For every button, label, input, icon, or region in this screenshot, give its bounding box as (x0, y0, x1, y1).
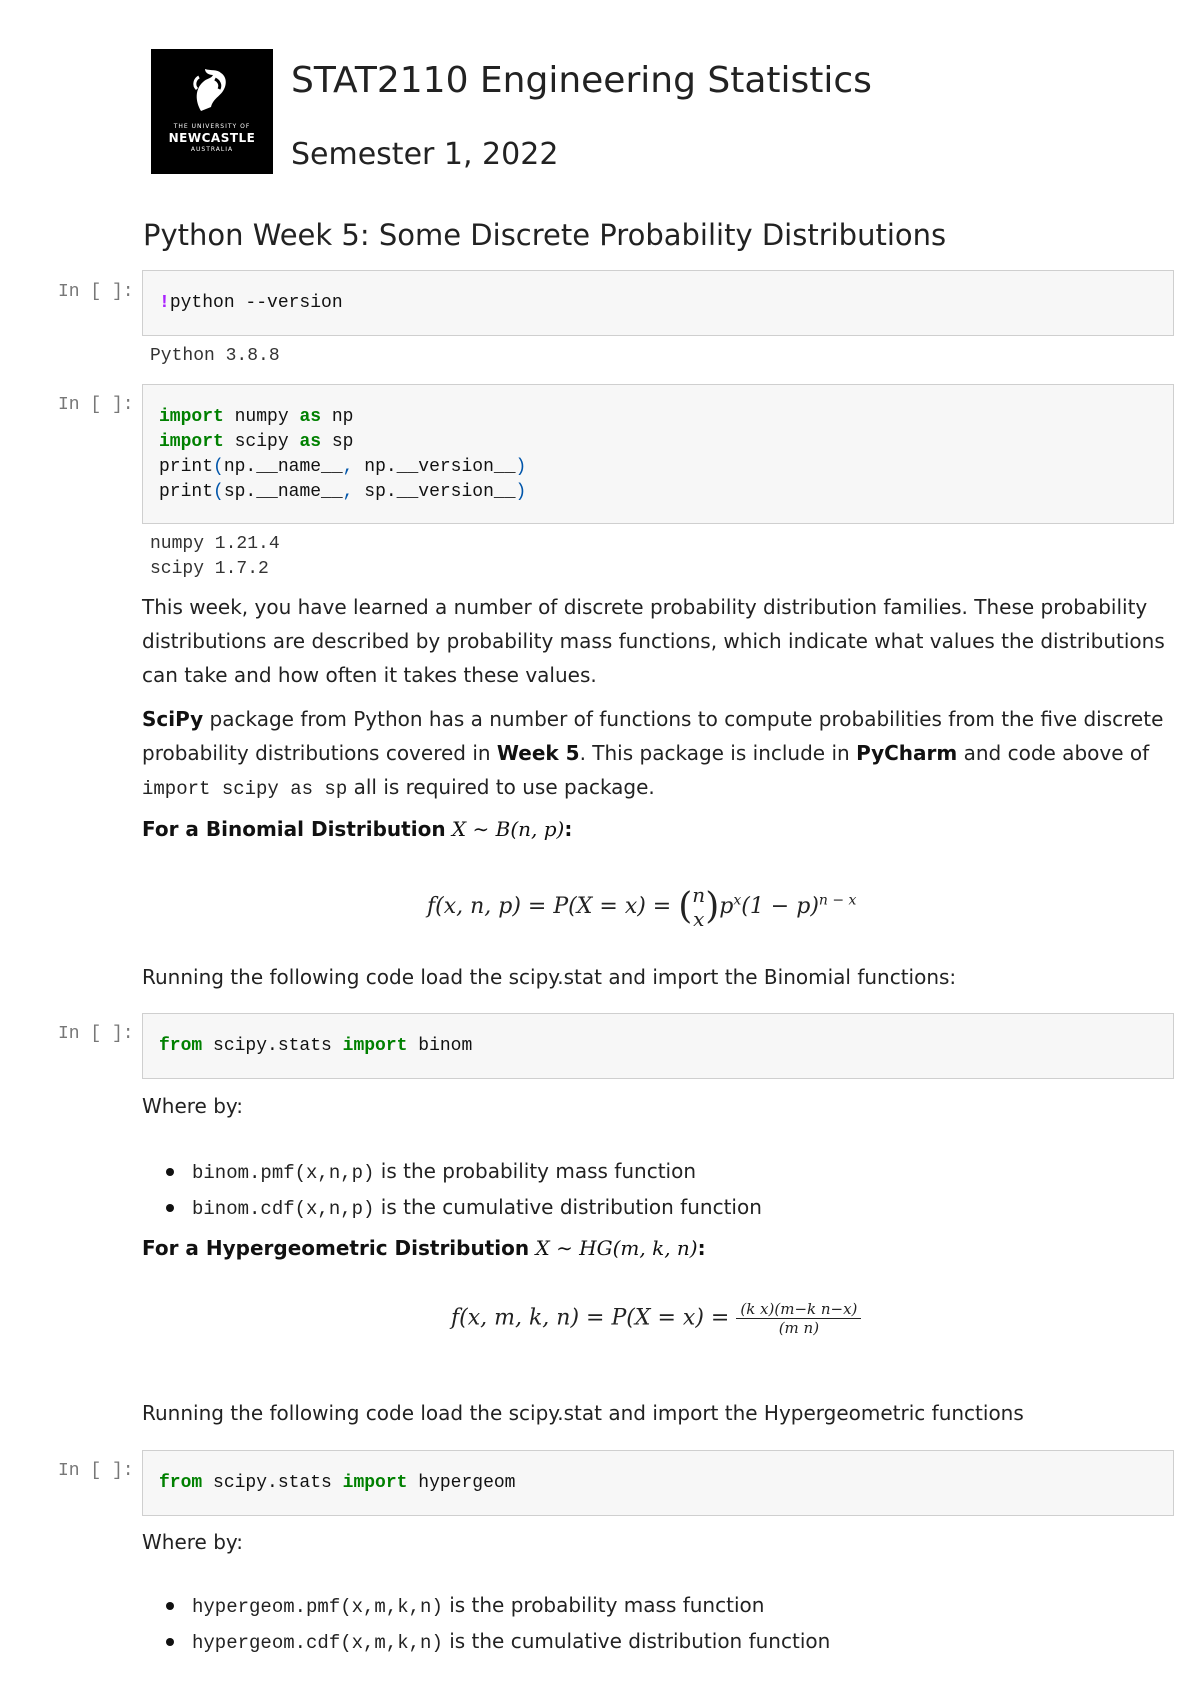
horse-emblem-icon (151, 49, 273, 119)
scipy-bold: SciPy (142, 707, 204, 731)
bullet-code: binom.pmf(x,n,p) (192, 1162, 375, 1184)
binom-exp1: x (733, 892, 742, 909)
bullet-code: binom.cdf(x,n,p) (192, 1198, 375, 1220)
week5-bold: Week 5 (496, 741, 580, 765)
binomial-bullet-list (160, 1154, 762, 1226)
binom-bottom: x (693, 907, 705, 931)
logo-line1: THE UNIVERSITY OF (173, 123, 251, 130)
binomial-heading-math: X ∼ B(n, p) (451, 817, 565, 841)
cell-prompt: In [ ]: (58, 395, 134, 415)
cell-prompt: In [ ]: (58, 1024, 134, 1044)
code-cell[interactable] (142, 384, 1174, 524)
binomial-running-text: Running the following code load the scipy.stat and import the Binomial functions: (142, 965, 957, 989)
hypergeometric-fraction (736, 1300, 861, 1337)
bullet-text: is the probability mass function (442, 1593, 765, 1617)
university-logo (151, 49, 273, 174)
hypergeometric-heading-math: X ∼ HG(m, k, n) (535, 1236, 698, 1260)
scipy-text-2: . This package is include in (579, 741, 857, 765)
week-title: Python Week 5: Some Discrete Probability Distributions (143, 218, 947, 252)
code-cell[interactable] (142, 1013, 1174, 1079)
code-line: from scipy.stats import hypergeom (159, 1473, 516, 1493)
code-line: from scipy.stats import binom (159, 1036, 473, 1056)
binom-top: n (692, 883, 706, 907)
hypergeometric-where-by: Where by: (142, 1530, 244, 1554)
inline-code: import scipy as sp (142, 778, 348, 800)
binomial-heading-colon: : (564, 817, 573, 841)
binom-exp2: n − x (818, 892, 857, 909)
hypergeometric-heading-text: For a Hypergeometric Distribution (142, 1236, 530, 1260)
hypergeometric-running-text: Running the following code load the scipy.stat and import the Hypergeometric functions (142, 1401, 1024, 1425)
cell-output: numpy 1.21.4 scipy 1.7.2 (150, 534, 280, 579)
binomial-where-by: Where by: (142, 1094, 244, 1118)
scipy-text-3: and code above of (957, 741, 1150, 765)
binom-p: p (719, 894, 734, 919)
list-item (160, 1190, 762, 1226)
binomial-coefficient (692, 883, 705, 931)
scipy-paragraph (142, 702, 1182, 806)
list-item (160, 1588, 830, 1624)
code-line: import numpy as np import scipy as sp print(np.__name__, np.__version__) print(sp.__name__, sp.__version__) (159, 407, 527, 502)
cell-output: Python 3.8.8 (150, 346, 280, 366)
course-title: STAT2110 Engineering Statistics (291, 60, 872, 101)
intro-paragraph: This week, you have learned a number of discrete probability distribution families. These probability distributions are described by probability mass functions, which indicate what values the distributions can take and how often it takes these values. (142, 595, 1165, 687)
hypergeometric-heading-colon: : (697, 1236, 706, 1260)
bullet-text: is the cumulative distribution function (442, 1629, 831, 1653)
binomial-formula: f(x, n, p) = P(X = x) = (n $x)p^x(1 - p)^{n - x}$ (427, 883, 857, 931)
cell-prompt: In [ ]: (58, 282, 134, 302)
binom-tail: (1 − p) (741, 894, 819, 919)
hypergeometric-heading (142, 1236, 706, 1260)
logo-line2: NEWCASTLE (168, 131, 256, 145)
list-item (160, 1154, 762, 1190)
pycharm-bold: PyCharm (856, 741, 958, 765)
logo-line3: AUSTRALIA (190, 146, 234, 153)
bullet-text: is the probability mass function (374, 1159, 697, 1183)
code-line: !python --version (159, 293, 343, 313)
code-cell[interactable] (142, 270, 1174, 336)
hypergeometric-bullet-list (160, 1588, 830, 1660)
semester-label: Semester 1, 2022 (291, 137, 559, 172)
bullet-code: hypergeom.cdf(x,m,k,n) (192, 1632, 443, 1654)
bullet-code: hypergeom.pmf(x,m,k,n) (192, 1596, 443, 1618)
scipy-text-4: all is required to use package. (347, 775, 655, 799)
bullet-text: is the cumulative distribution function (374, 1195, 762, 1219)
scipy-text-1: package from Python has a number of functions to compute probabilities from the five discrete probability distributions covered in (142, 707, 1164, 765)
binomial-formula-lhs: f(x, n, p) = P(X = x) = (427, 894, 672, 919)
code-cell[interactable] (142, 1450, 1174, 1516)
fraction-denominator: (m n) (778, 1319, 820, 1337)
fraction-numerator: (k x)(m−k n−x) (736, 1300, 861, 1319)
hypergeometric-formula (451, 1300, 861, 1337)
cell-prompt: In [ ]: (58, 1461, 134, 1481)
hypergeometric-formula-lhs: f(x, m, k, n) = P(X = x) = (451, 1305, 730, 1331)
binomial-heading (142, 817, 572, 841)
list-item (160, 1624, 830, 1660)
binomial-heading-text: For a Binomial Distribution (142, 817, 446, 841)
